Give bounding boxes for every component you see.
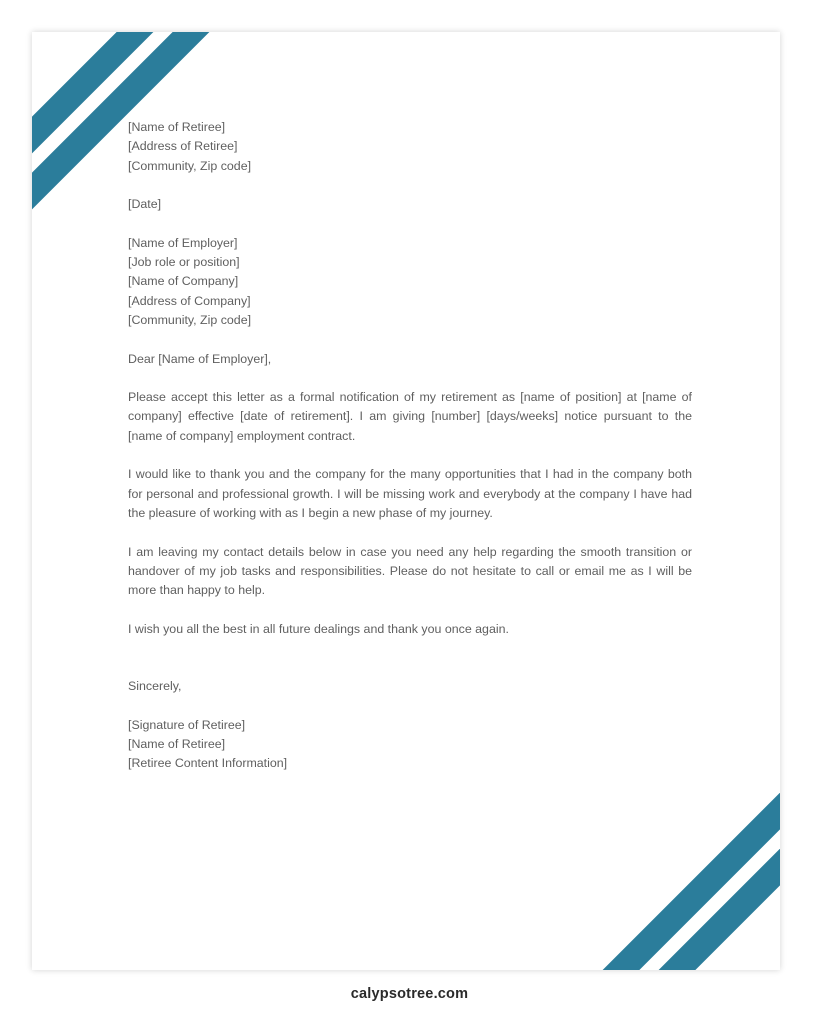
signature-block	[128, 716, 692, 774]
closing-spacer	[128, 658, 692, 677]
paragraph-1: Please accept this letter as a formal notification of my retirement as [name of position] at [name of company] effective [date of retirement]. I am giving [number] [days/weeks] notice pursuant to the [name of company] employment contract.	[128, 390, 692, 443]
recipient-address-block	[128, 234, 692, 331]
site-watermark: calypsotree.com	[350, 986, 469, 1002]
recipient-address: [Address of Company]	[128, 293, 251, 308]
signature-name: [Name of Retiree]	[128, 736, 226, 751]
signature-placeholder: [Signature of Retiree]	[128, 717, 246, 732]
signature-contact: [Retiree Content Information]	[128, 756, 288, 771]
paragraph-2: I would like to thank you and the company for the many opportunities that I had in the company both for personal and professional growth. I will be missing work and everybody at the company I have had the pleasure of working with as I begin a new phase of my journey.	[128, 467, 692, 521]
recipient-company: [Name of Company]	[128, 274, 239, 289]
date-block	[128, 195, 692, 214]
bottom-right-stripe-2-icon	[563, 784, 780, 970]
paragraph-4: I wish you all the best in all future dealings and thank you once again.	[128, 621, 509, 636]
date-line: [Date]	[128, 197, 162, 212]
sender-address-block	[128, 118, 692, 176]
paragraph-3: I am leaving my contact details below in case you need any help regarding the smooth transition or handover of my job tasks and responsibilities. Please do not hesitate to call or email me as I will be more than happy to help.	[128, 544, 692, 598]
sender-address: [Address of Retiree]	[128, 139, 238, 154]
letter-body	[128, 118, 692, 774]
recipient-role: [Job role or position]	[128, 255, 240, 270]
letter-sheet	[32, 32, 780, 970]
sender-city-zip: [Community, Zip code]	[128, 158, 252, 173]
recipient-name: [Name of Employer]	[128, 235, 238, 250]
sender-name: [Name of Retiree]	[128, 120, 226, 134]
closing-line: Sincerely,	[128, 679, 182, 694]
recipient-city-zip: [Community, Zip code]	[128, 313, 252, 328]
signature-spacer	[128, 697, 692, 716]
salutation: Dear [Name of Employer],	[128, 351, 272, 366]
